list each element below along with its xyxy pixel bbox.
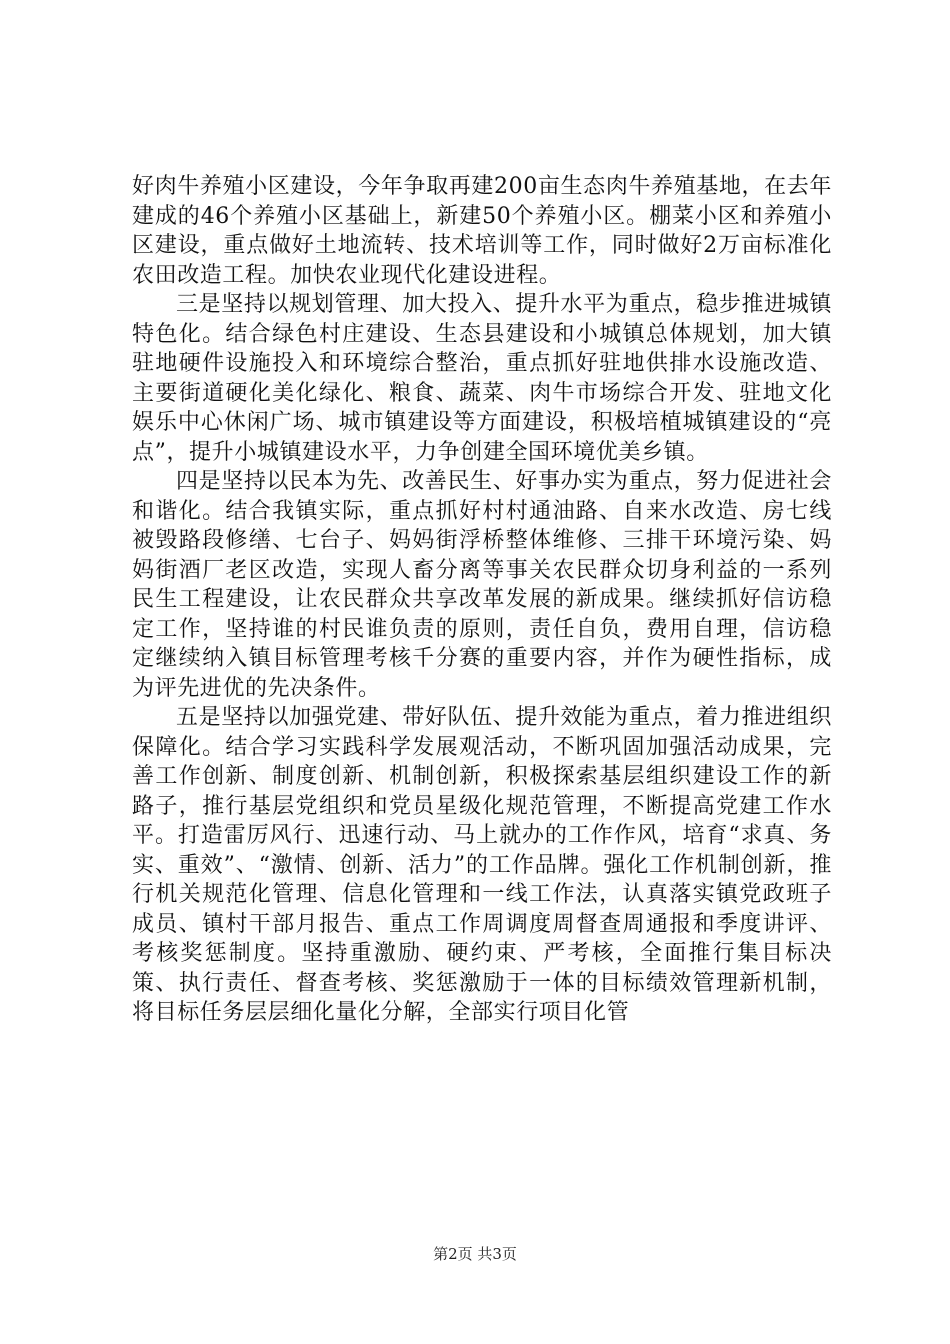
paragraph-social-harmony: 四是坚持以民本为先、改善民生、好事办实为重点，努力促进社会和谐化。结合我镇实际，重点抓好村村通油路、自来水改造、房七线被毁路段修缮、七台子、妈妈街浮桥整体维修、三排干环境污染、妈妈街酒厂老区改造，实现人畜分离等事关农民群众切身利益的一系列民生工程建设，让农民群众共享改革发展的新成果。继续抓好信访稳定工作，坚持谁的村民谁负责的原则，责任自负，费用自理，信访稳定继续纳入镇目标管理考核千分赛的重要内容，并作为硬性指标，成为评先进优的先决条件。 [132, 469, 832, 701]
paragraph-continuation: 好肉牛养殖小区建设，今年争取再建200亩生态肉牛养殖基地，在去年建成的46个养殖小区基础上，新建50个养殖小区。棚菜小区和养殖小区建设，重点做好土地流转、技术培训等工作，同时做好2万亩标准化农田改造工程。加快农业现代化建设进程。 [132, 174, 832, 288]
paragraph-town-planning: 三是坚持以规划管理、加大投入、提升水平为重点，稳步推进城镇特色化。结合绿色村庄建设、生态县建设和小城镇总体规划，加大镇驻地硬件设施投入和环境综合整治，重点抓好驻地供排水设施改造、主要街道硬化美化绿化、粮食、蔬菜、肉牛市场综合开发、驻地文化娱乐中心休闲广场、城市镇建设等方面建设，积极培植城镇建设的“亮点”，提升小城镇建设水平，力争创建全国环境优美乡镇。 [132, 292, 832, 465]
paragraph-party-building: 五是坚持以加强党建、带好队伍、提升效能为重点，着力推进组织保障化。结合学习实践科学发展观活动，不断巩固加强活动成果，完善工作创新、制度创新、机制创新，积极探索基层组织建设工作的新路子，推行基层党组织和党员星级化规范管理，不断提高党建工作水平。打造雷厉风行、迅速行动、马上就办的工作作风，培育“求真、务实、重效”、“激情、创新、活力”的工作品牌。强化工作机制创新，推行机关规范化管理、信息化管理和一线工作法，认真落实镇党政班子成员、镇村干部月报告、重点工作周调度周督查周通报和季度讲评、考核奖惩制度。坚持重激励、硬约束、严考核，全面推行集目标决策、执行责任、督查考核、奖惩激励于一体的目标绩效管理新机制，将目标任务层层细化量化分解，全部实行项目化管 [132, 705, 832, 1025]
document-body [132, 172, 832, 1028]
page-footer: 第2页 共3页 [433, 1245, 517, 1263]
